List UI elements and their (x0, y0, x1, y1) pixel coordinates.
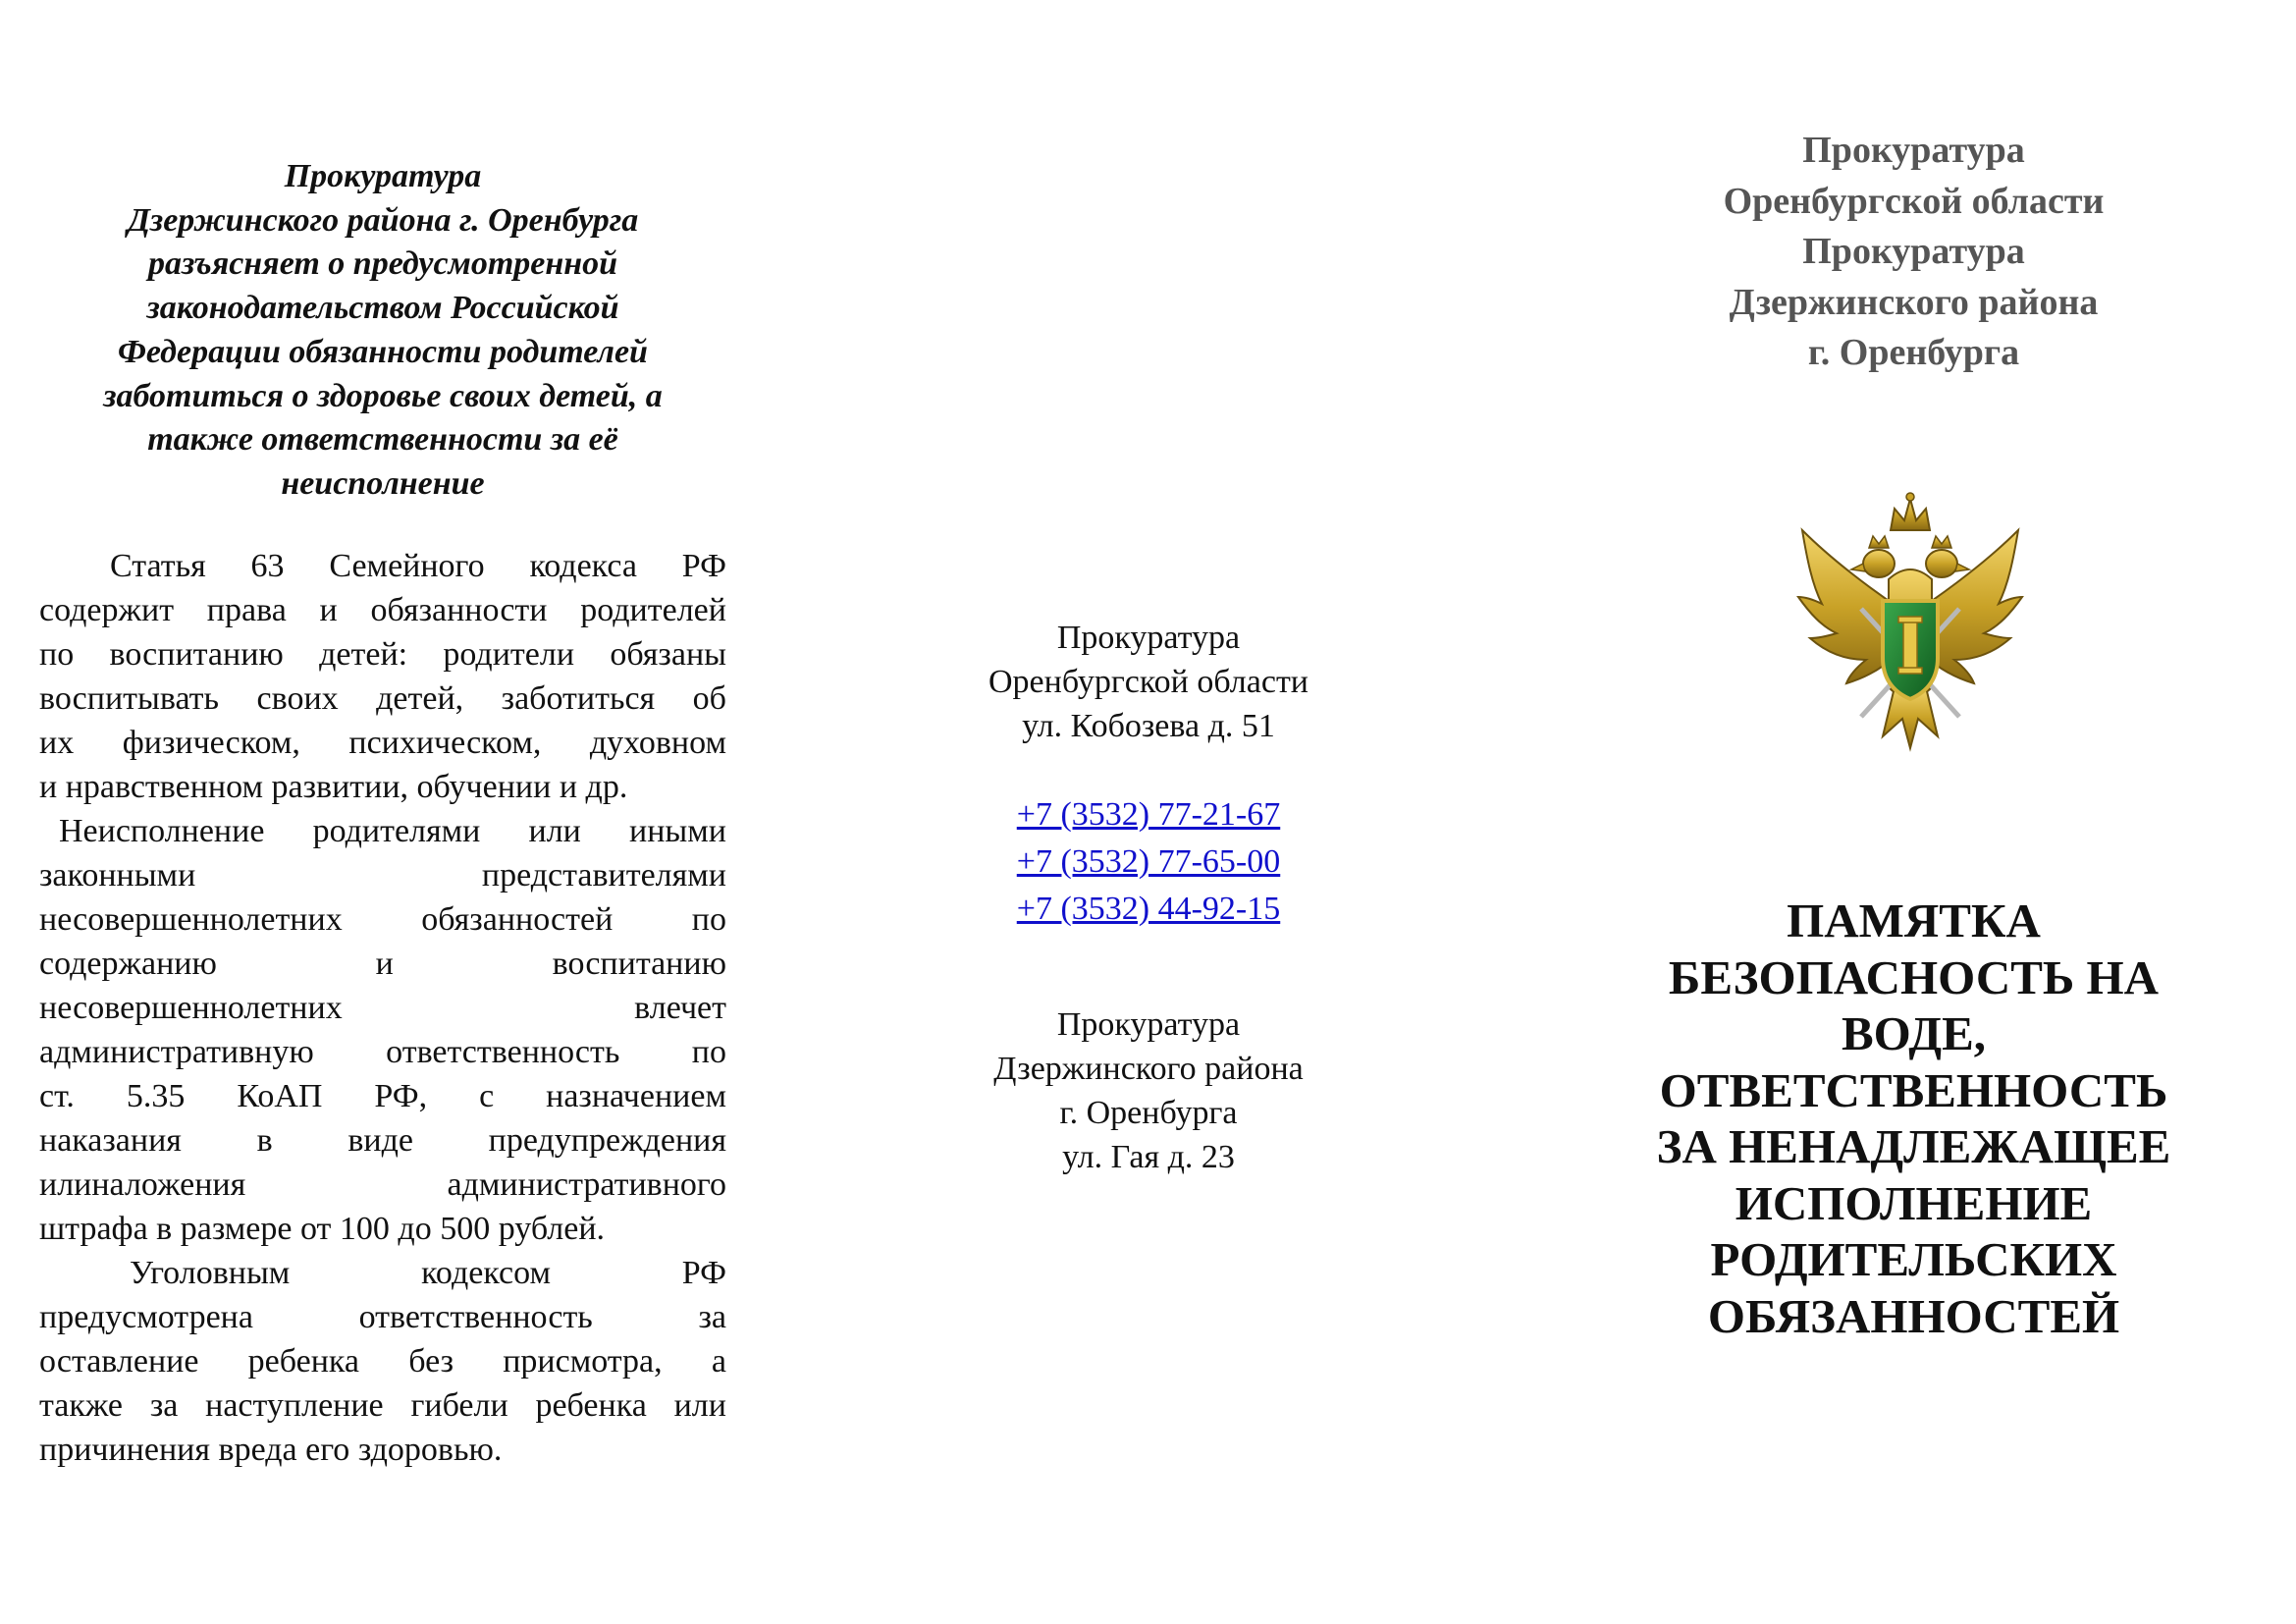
middle-panel (766, 0, 1531, 1624)
body-word: также (39, 1387, 124, 1424)
body-word: представителями (481, 857, 726, 893)
body-word: влечет (634, 990, 726, 1026)
body-line (39, 632, 726, 677)
header-line: Прокуратура (1802, 130, 2025, 171)
org-name: Прокуратура (1056, 1006, 1241, 1043)
body-line (39, 1118, 726, 1163)
body-line (39, 588, 726, 632)
body-word: родителей (580, 592, 726, 628)
org-street: ул. Кобозева д. 51 (1022, 708, 1275, 744)
body-word: 100 (339, 1211, 390, 1247)
body-word: административного (447, 1166, 726, 1203)
body-line (39, 986, 726, 1030)
body-word: предупреждения (488, 1122, 726, 1159)
body-word: рублей. (498, 1211, 606, 1247)
body-word: обучении (416, 769, 552, 805)
body-word: детей, (376, 680, 464, 717)
body-word: РФ (681, 548, 726, 584)
body-word: обязанности (370, 592, 548, 628)
header-line: Оренбургской области (1723, 180, 2105, 222)
title-line: БЕЗОПАСНОСТЬ НА (1668, 949, 2160, 1004)
body-word: родителями (312, 813, 481, 849)
header-line: Дзержинского района (1729, 281, 2099, 323)
body-word: ответственность (386, 1034, 620, 1070)
title-line: ВОДЕ, (1842, 1006, 1986, 1060)
explanation-body-text (39, 544, 726, 1472)
body-word: за (698, 1299, 726, 1335)
body-word: в (256, 1122, 273, 1159)
body-word: присмотра, (503, 1343, 663, 1380)
org-district: Дзержинского района (993, 1051, 1304, 1087)
org-city: г. Оренбурга (1059, 1095, 1238, 1131)
body-word: и (319, 592, 338, 628)
body-word: и (39, 769, 58, 805)
body-word: РФ (681, 1255, 726, 1291)
heading-line: Дзержинского района г. Оренбурга (127, 201, 639, 239)
body-word: кодекса (529, 548, 637, 584)
phone-link[interactable]: +7 (3532) 77-21-67 (1016, 796, 1281, 833)
heading-line: разъясняет о предусмотренной (147, 245, 618, 283)
phone-link[interactable]: +7 (3532) 44-92-15 (1016, 891, 1281, 927)
body-line (39, 1295, 726, 1339)
body-word: наступление (205, 1387, 384, 1424)
body-word: КоАП (237, 1078, 323, 1114)
body-word: ответственность (358, 1299, 593, 1335)
title-line: ОБЯЗАННОСТЕЙ (1707, 1288, 2120, 1343)
body-word: психическом, (348, 725, 542, 761)
body-word: 5.35 (126, 1078, 186, 1114)
body-word: гибели (410, 1387, 508, 1424)
body-word: ребенка (535, 1387, 647, 1424)
right-panel-cover (1531, 0, 2296, 1624)
body-line (39, 765, 726, 809)
title-line: РОДИТЕЛЬСКИХ (1710, 1232, 2117, 1286)
heading-line: также ответственности за её (147, 421, 618, 459)
body-line (39, 1428, 726, 1472)
body-word: ребенка (247, 1343, 359, 1380)
phone-list (766, 791, 1531, 933)
body-word: здоровью. (357, 1432, 503, 1468)
body-word: и (375, 946, 394, 982)
body-word: наказания (39, 1122, 182, 1159)
body-word: по (39, 636, 75, 673)
body-word: до (398, 1211, 432, 1247)
body-word: физическом, (122, 725, 300, 761)
body-word: своих (256, 680, 339, 717)
district-prosecutor-address (766, 1002, 1531, 1179)
body-word: по (691, 1034, 726, 1070)
body-line (39, 721, 726, 765)
body-word: и (559, 769, 578, 805)
body-word: содержит (39, 592, 175, 628)
body-word: родители (443, 636, 575, 673)
body-word: Статья (110, 548, 206, 584)
body-word: ст. (39, 1078, 75, 1114)
body-word: за (149, 1387, 179, 1424)
body-word: их (39, 725, 75, 761)
body-word: др. (585, 769, 628, 805)
body-line (39, 942, 726, 986)
body-word: об (692, 680, 726, 717)
heading-line: Федерации обязанности родителей (118, 333, 648, 370)
body-word: детей: (319, 636, 408, 673)
org-street: ул. Гая д. 23 (1062, 1139, 1235, 1175)
body-word: предусмотрена (39, 1299, 253, 1335)
body-word: духовном (589, 725, 726, 761)
body-word: его (305, 1432, 350, 1468)
body-word: в (156, 1211, 173, 1247)
title-line: ОТВЕТСТВЕННОСТЬ (1659, 1062, 2168, 1117)
body-word: РФ, (374, 1078, 428, 1114)
phone-link[interactable]: +7 (3532) 77-65-00 (1016, 843, 1281, 880)
heading-line: Прокуратура (284, 158, 482, 194)
body-word: несовершеннолетних (39, 901, 343, 938)
title-line: ПАМЯТКА (1787, 893, 2041, 947)
body-word: воспитывать (39, 680, 220, 717)
body-word: виде (347, 1122, 413, 1159)
body-line (39, 1339, 726, 1383)
explanation-heading (39, 155, 726, 507)
header-line: г. Оренбурга (1807, 332, 2020, 373)
body-word: вреда (218, 1432, 297, 1468)
body-line (39, 1383, 726, 1428)
body-word: нравственном (65, 769, 263, 805)
heading-line: неисполнение (281, 464, 485, 502)
body-word: обязаны (610, 636, 726, 673)
header-line: Прокуратура (1802, 231, 2025, 272)
body-line (39, 677, 726, 721)
title-line: ЗА НЕНАДЛЕЖАЩЕЕ (1656, 1119, 2171, 1173)
body-word: заботиться (501, 680, 656, 717)
body-word: а (711, 1343, 726, 1380)
heading-line: законодательством Российской (146, 290, 619, 327)
body-word: штрафа (39, 1211, 148, 1247)
body-line (39, 897, 726, 942)
org-region: Оренбургской области (988, 664, 1309, 700)
body-word: развитии, (271, 769, 409, 805)
body-word: несовершеннолетних (39, 990, 343, 1026)
body-word: назначением (546, 1078, 726, 1114)
body-word: воспитанию (552, 946, 726, 982)
body-line (39, 1074, 726, 1118)
body-word: без (408, 1343, 454, 1380)
body-word: воспитанию (109, 636, 284, 673)
body-word: законными (39, 857, 196, 893)
body-word: причинения (39, 1432, 211, 1468)
body-line (39, 1030, 726, 1074)
org-name: Прокуратура (1056, 620, 1241, 656)
body-word: содержанию (39, 946, 217, 982)
body-line (39, 1163, 726, 1207)
body-word: административную (39, 1034, 314, 1070)
body-word: или (673, 1387, 726, 1424)
body-word: по (691, 901, 726, 938)
body-word: с (479, 1078, 495, 1114)
body-word: оставление (39, 1343, 199, 1380)
regional-prosecutor-address (766, 616, 1531, 748)
cover-org-header (1531, 126, 2296, 379)
body-word: обязанностей (421, 901, 614, 938)
body-word: Уголовным (130, 1255, 291, 1291)
body-word: 63 (250, 548, 285, 584)
body-word: размере (180, 1211, 293, 1247)
left-panel (0, 0, 766, 1624)
body-line (39, 544, 726, 588)
body-line (39, 1207, 726, 1251)
body-word: илиналожения (39, 1166, 246, 1203)
body-line (39, 1251, 726, 1295)
body-line (39, 809, 726, 853)
title-line: ИСПОЛНЕНИЕ (1735, 1175, 2093, 1230)
body-word: или (528, 813, 581, 849)
body-word: от (299, 1211, 332, 1247)
body-line (39, 853, 726, 897)
body-word: Неисполнение (59, 813, 265, 849)
body-word: Семейного (329, 548, 485, 584)
body-word: 500 (440, 1211, 491, 1247)
prosecutor-emblem-icon (1792, 491, 2028, 766)
body-word: права (206, 592, 287, 628)
body-word: кодексом (421, 1255, 551, 1291)
leaflet-title (1531, 893, 2296, 1344)
body-word: иными (629, 813, 726, 849)
heading-line: заботиться о здоровье своих детей, а (103, 377, 663, 414)
